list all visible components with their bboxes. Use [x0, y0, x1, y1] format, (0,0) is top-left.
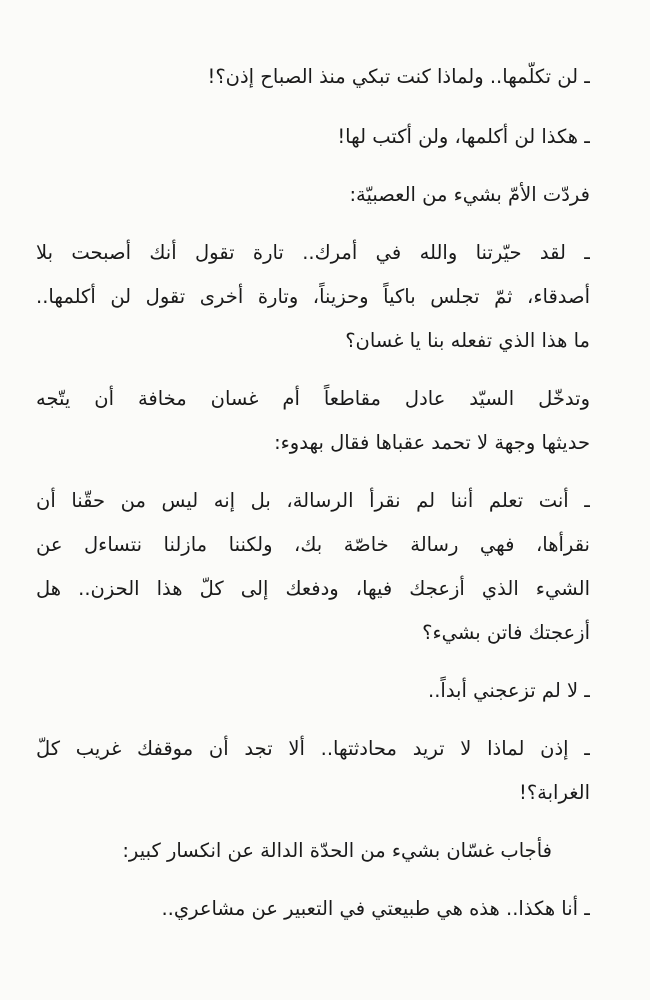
narration-line-2a: وتدخّل السيّد عادل مقاطعاً أم غسان مخافة أن يتّجه [36, 387, 590, 410]
narration-line-3: فأجاب غسّان بشيء من الحدّة الدالة عن انكسار كبير: [122, 839, 552, 862]
dialogue-line-1: ـ لن تكلّمها.. ولماذا كنت تبكي منذ الصباح إذن؟! [207, 65, 590, 88]
dialogue-line-3c: ما هذا الذي تفعله بنا يا غسان؟ [345, 329, 590, 352]
dialogue-line-5: ـ لا لم تزعجني أبداً.. [428, 679, 590, 702]
dialogue-line-4d: أزعجتك فاتن بشيء؟ [422, 621, 590, 644]
dialogue-line-6b: الغرابة؟! [519, 781, 590, 804]
dialogue-line-2: ـ هكذا لن أكلمها، ولن أكتب لها! [337, 125, 590, 148]
dialogue-line-4a: ـ أنت تعلم أننا لم نقرأ الرسالة، بل إنه ليس من حقّنا أن [36, 489, 590, 512]
narration-line-1: فردّت الأمّ بشيء من العصبيّة: [349, 183, 590, 206]
dialogue-line-7: ـ أنا هكذا.. هذه هي طبيعتي في التعبير عن مشاعري.. [161, 897, 590, 920]
dialogue-line-3b: أصدقاء، ثمّ تجلس باكياً وحزيناً، وتارة أخرى تقول لن أكلمها.. [36, 285, 590, 308]
dialogue-line-4c: الشيء الذي أزعجك فيها، ودفعك إلى كلّ هذا الحزن.. هل [36, 577, 590, 600]
dialogue-line-4b: نقرأها، فهي رسالة خاصّة بك، ولكننا مازلنا نتساءل عن [36, 533, 590, 556]
dialogue-line-3a: ـ لقد حيّرتنا والله في أمرك.. تارة تقول أنك أصبحت بلا [36, 241, 590, 264]
dialogue-line-6a: ـ إذن لماذا لا تريد محادثتها.. ألا تجد أن موقفك غريب كلّ [36, 737, 590, 760]
narration-line-2b: حديثها وجهة لا تحمد عقباها فقال بهدوء: [274, 431, 590, 454]
